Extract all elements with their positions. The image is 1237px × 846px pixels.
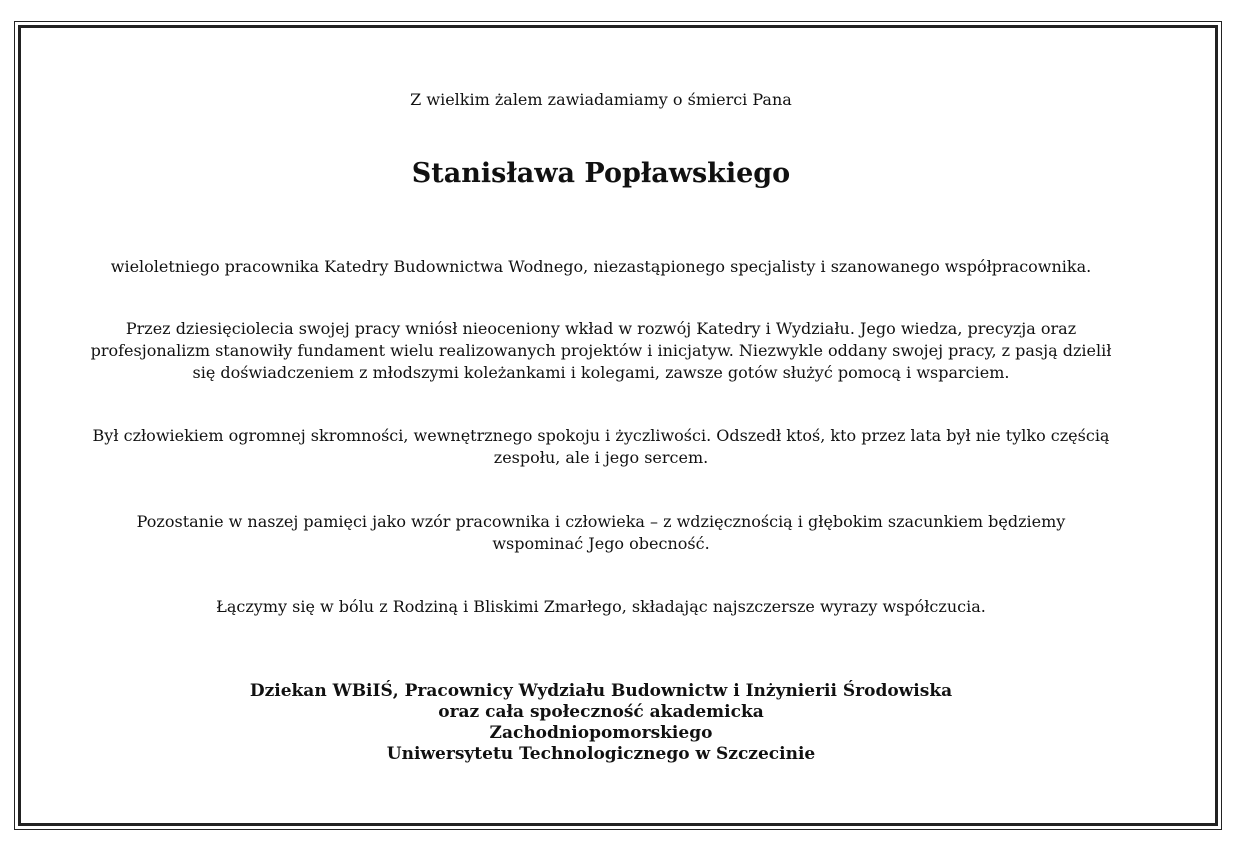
signature-block [40,681,1162,765]
paragraph-character: Był człowiekiem ogromnej skromności, wewnętrznego spokoju i życzliwości. Odszedł ktoś, kto przez lata był nie tylko częścią zespołu, ale i jego sercem. [92,426,1110,467]
signature-line-3: Zachodniopomorskiego [489,723,713,743]
paragraph-position: wieloletniego pracownika Katedry Budownictwa Wodnego, niezastąpionego specjalisty i szanowanego współpracownika. [110,257,1092,276]
signature-line-4: Uniwersytetu Technologicznego w Szczecinie [386,744,816,764]
signature-line-2: oraz cała społeczność akademicka [438,702,764,722]
signature-line-1: Dziekan WBiIŚ, Pracownicy Wydziału Budownictw i Inżynierii Środowiska [249,681,953,701]
paragraph-contribution: Przez dziesięciolecia swojej pracy wniósł nieoceniony wkład w rozwój Katedry i Wydziału. Jego wiedza, precyzja oraz profesjonalizm stanowiły fundament wielu realizowanych projektów i inicjatyw. Niezwykle oddany swojej pracy, z pasją dzielił się doświadczeniem z młodszymi koleżankami i kolegami, zawsze gotów służyć pomocą i wsparciem. [90,319,1112,382]
deceased-name: Stanisława Popławskiego [411,158,791,189]
paragraph-condolences: Łączymy się w bólu z Rodziną i Bliskimi Zmarłego, składając najszczersze wyrazy współczucia. [216,597,986,616]
paragraph-memory: Pozostanie w naszej pamięci jako wzór pracownika i człowieka – z wdzięcznością i głębokim szacunkiem będziemy wspominać Jego obecność. [136,512,1066,553]
intro-text: Z wielkim żalem zawiadamiamy o śmierci Pana [410,90,792,109]
